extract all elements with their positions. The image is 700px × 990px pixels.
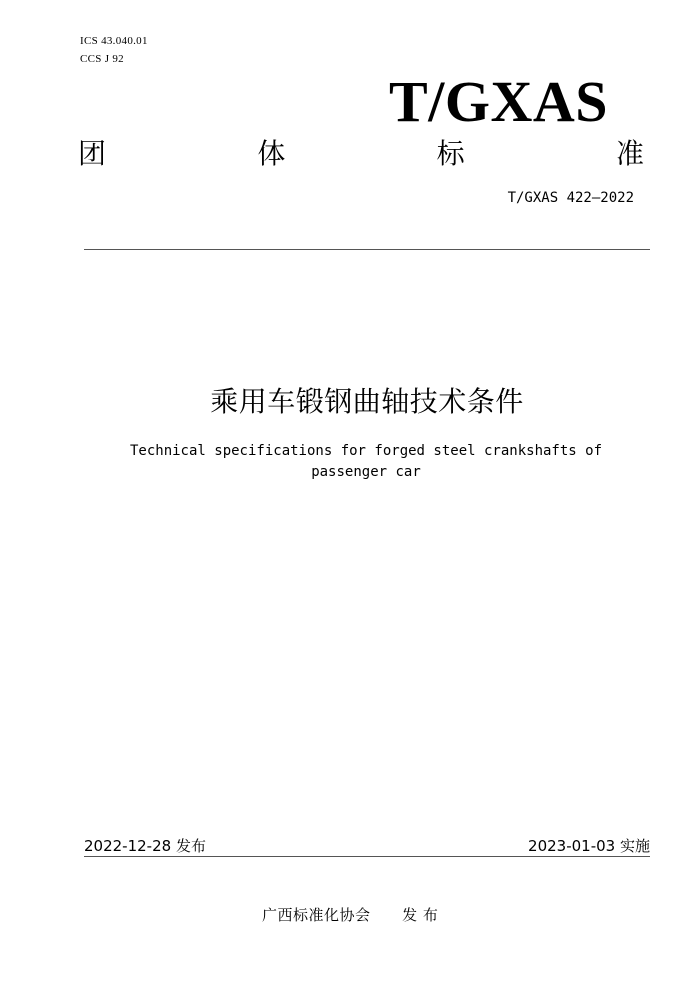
divider-bottom [84, 856, 650, 857]
publisher: 广西标准化协会 发 布 [262, 906, 439, 924]
standard-number: T/GXAS 422—2022 [507, 190, 634, 206]
document-title-en: Technical specifications for forged steel crankshafts of passenger car [129, 443, 602, 480]
standard-type-char: 体 [257, 137, 286, 170]
standard-logo: T/GXAS [389, 69, 608, 134]
ics-code: ICS 43.040.01 [80, 35, 148, 47]
document-title-zh: 乘用车锻钢曲轴技术条件 [210, 385, 524, 418]
ccs-code: CCS J 92 [80, 53, 124, 65]
standard-type-char: 标 [436, 137, 465, 170]
implementation-date: 2023-01-03 实施 [528, 836, 650, 855]
standard-type-char: 团 [78, 137, 107, 170]
divider-top [84, 249, 650, 250]
standard-type-heading [78, 134, 644, 174]
date-row [84, 834, 650, 856]
issue-date: 2022-12-28 发布 [84, 836, 206, 855]
standard-type-char: 准 [615, 137, 644, 170]
